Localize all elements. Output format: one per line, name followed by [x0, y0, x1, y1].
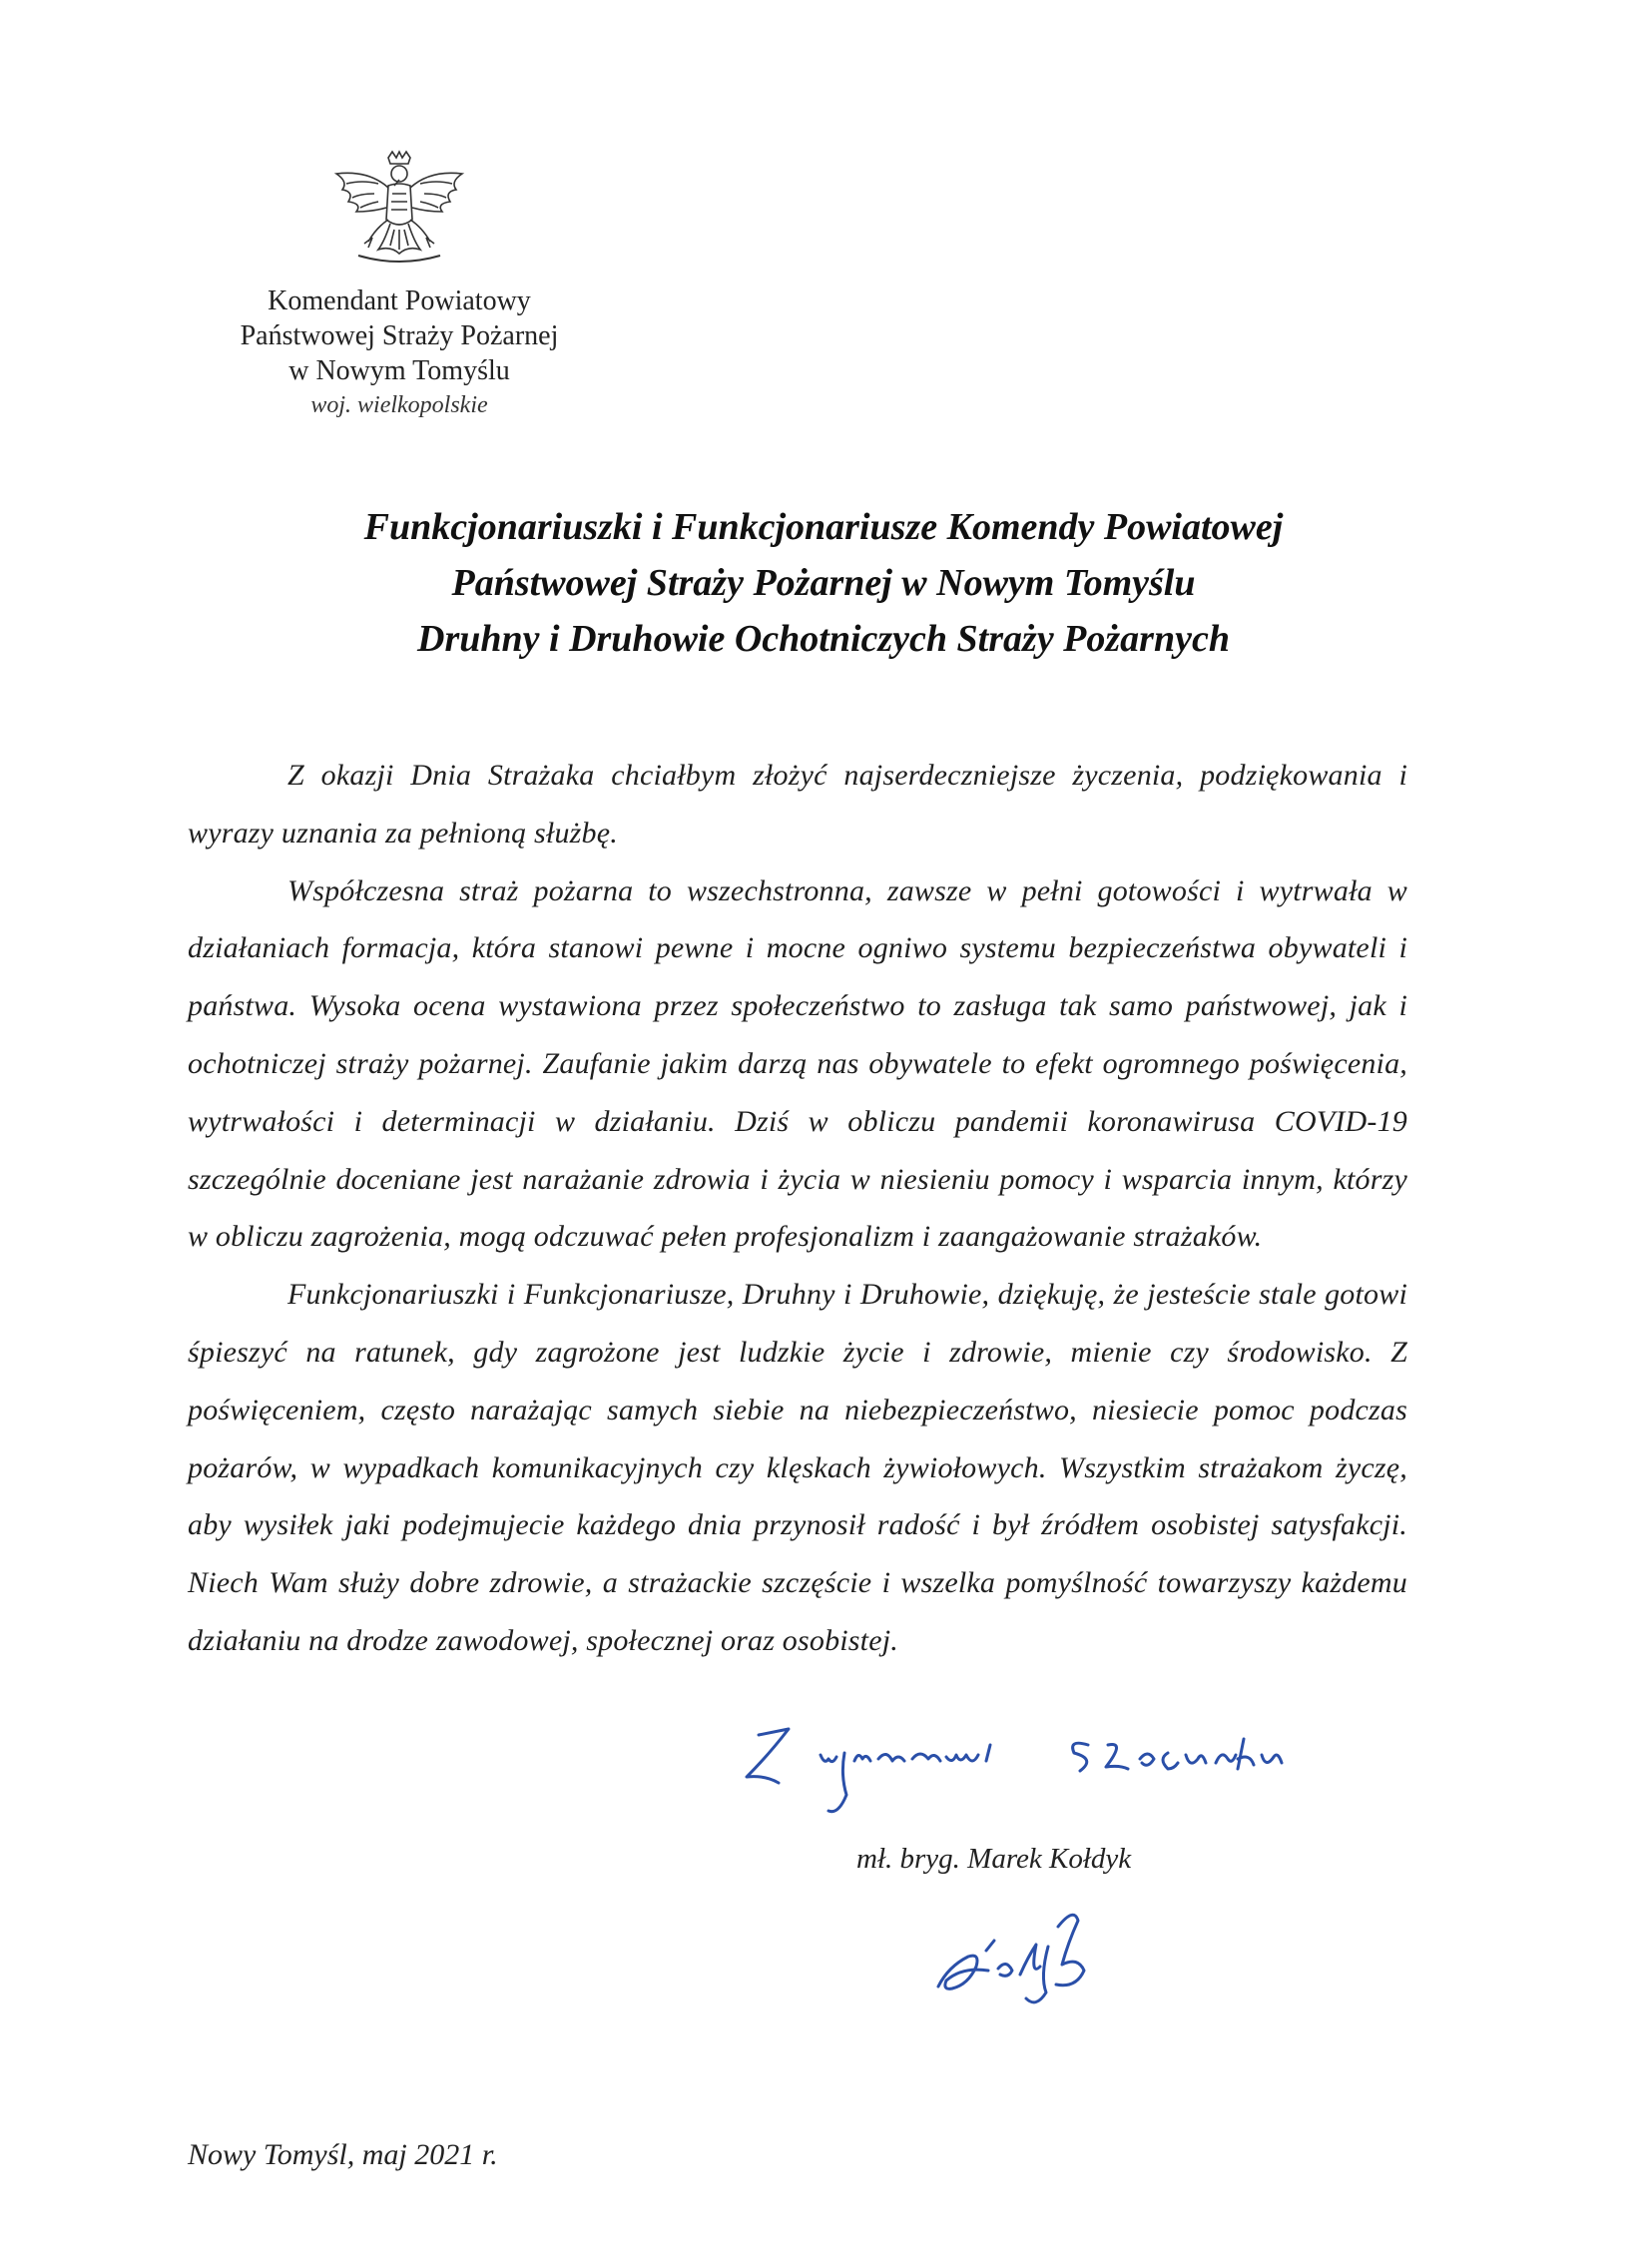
- letterhead: [200, 150, 599, 422]
- org-region: woj. wielkopolskie: [310, 392, 488, 418]
- body-paragraph-1: Z okazji Dnia Strażaka chciałbym złożyć najserdeczniejsze życzenia, podziękowania i wyrazy uznania za pełnioną służbę.: [188, 759, 1407, 850]
- title-line-2: Państwowej Straży Pożarnej w Nowym Tomyślu: [451, 562, 1196, 604]
- letter-title: [180, 499, 1467, 667]
- org-line-2: Państwowej Straży Pożarnej: [240, 320, 559, 351]
- title-line-1: Funkcjonariuszki i Funkcjonariusze Komendy Powiatowej: [363, 506, 1284, 548]
- body-paragraph-2: Współczesna straż pożarna to wszechstronna, zawsze w pełni gotowości i wytrwała w działaniach formacja, która stanowi pewne i mocne ogniwo systemu bezpieczeństwa obywateli i państwa. Wysoka ocena wystawiona przez społeczeństwo to zasługa tak samo państwowej, jak i ochotniczej straży pożarnej. Zaufanie jakim darzą nas obywatele to efekt ogromnego poświęcenia, wytrwałości i determinacji w działaniu. Dziś w obliczu pandemii koronawirusa COVID-19 szczególnie doceniane jest narażanie zdrowia i życia w niesieniu pomocy i wsparcia innym, którzy w obliczu zagrożenia, mogą odczuwać pełen profesjonalizm i zaangażowanie strażaków.: [188, 873, 1407, 1254]
- signature-icon: [928, 1897, 1128, 2016]
- letter-body: [188, 747, 1407, 1670]
- handwritten-closing: [729, 1715, 1308, 1835]
- org-line-3: w Nowym Tomyślu: [288, 355, 510, 386]
- place-and-date: Nowy Tomyśl, maj 2021 r.: [188, 2138, 498, 2171]
- polish-eagle-icon: [328, 150, 470, 272]
- org-line-1: Komendant Powiatowy: [268, 285, 531, 316]
- signatory-name: mł. bryg. Marek Kołdyk: [856, 1843, 1132, 1875]
- title-line-3: Druhny i Druhowie Ochotniczych Straży Pożarnych: [417, 618, 1230, 660]
- body-paragraph-3: Funkcjonariuszki i Funkcjonariusze, Druhny i Druhowie, dziękuję, że jesteście stale gotowi śpieszyć na ratunek, gdy zagrożone jest ludzkie życie i zdrowie, mienie czy środowisko. Z poświęceniem, często narażając samych siebie na niebezpieczeństwo, niesiecie pomoc podczas pożarów, w wypadkach komunikacyjnych czy klęskach żywiołowych. Wszystkim strażakom życzę, aby wysiłek jaki podejmujecie każdego dnia przynosił radość i był źródłem osobistej satysfakcji. Niech Wam służy dobre zdrowie, a strażackie szczęście i wszelka pomyślność towarzyszy każdemu działaniu na drodze zawodowej, społecznej oraz osobistej.: [188, 1278, 1407, 1657]
